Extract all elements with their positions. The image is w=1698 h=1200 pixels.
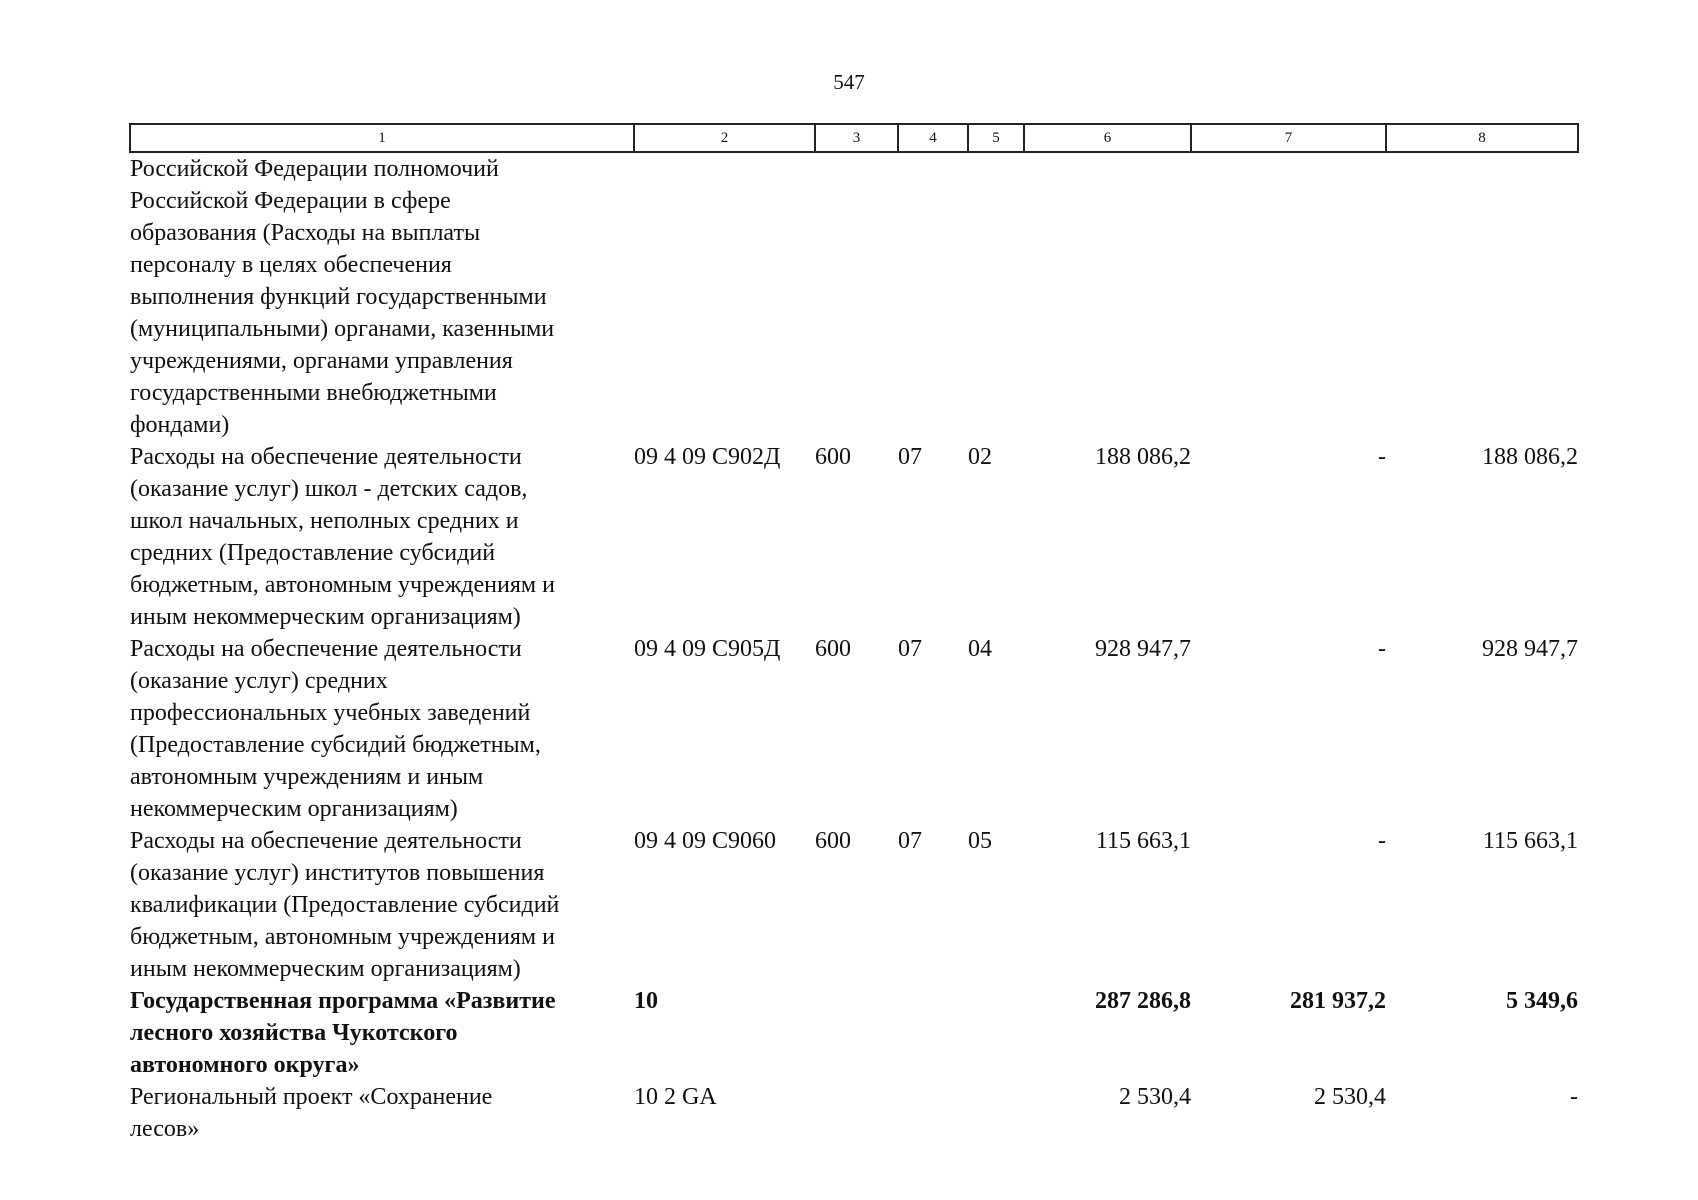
header-cell: 8 [1386,124,1578,152]
table-row [130,152,1578,441]
subsection-cell: 02 [968,444,992,470]
subsection-cell [968,152,1024,441]
amount-col7-cell: - [1378,636,1386,662]
expense-type-cell: 600 [815,636,851,662]
row-name-cell: Российской Федерации полномочий Российской Федерации в сфере образования (Расходы на выплаты персоналу в целях обеспечения выполнения функций государственными (муниципальными) органами, казенными учреждениями, органами управления государственными внебюджетными фондами) [130,156,555,438]
expense-type-cell [815,152,898,441]
amount-col7-cell: 2 530,4 [1314,1084,1386,1110]
header-cell: 4 [898,124,968,152]
table-row [130,441,1578,633]
expense-type-cell: 600 [815,444,851,470]
amount-total-cell: 928 947,7 [1095,636,1191,662]
amount-total-cell [1024,152,1191,441]
amount-total-cell: 2 530,4 [1119,1084,1191,1110]
section-cell [898,1081,968,1145]
expense-type-cell: 600 [815,828,851,854]
table-row [130,985,1578,1081]
amount-total-cell: 115 663,1 [1095,828,1191,854]
amount-col7-cell: 281 937,2 [1290,988,1386,1014]
budget-table [129,123,1579,1145]
amount-col8-cell: 115 663,1 [1482,828,1578,854]
page-number: 547 [833,70,865,94]
amount-col8-cell: 5 349,6 [1506,988,1578,1014]
header-cell: 2 [634,124,815,152]
amount-col8-cell [1386,152,1578,441]
amount-total-cell: 287 286,8 [1095,988,1191,1014]
section-cell [898,985,968,1081]
target-code-cell: 10 2 GA [634,1084,717,1110]
amount-col8-cell: - [1570,1084,1578,1110]
amount-col7-cell: - [1378,828,1386,854]
target-code-cell [634,152,815,441]
target-code-cell: 10 [634,988,658,1014]
row-name-cell: Расходы на обеспечение деятельности (оказание услуг) школ - детских садов, школ начальных, неполных средних и средних (Предоставление субсидий бюджетным, автономным учреждениям и иным некоммерческим организациям) [130,444,555,630]
amount-total-cell: 188 086,2 [1095,444,1191,470]
subsection-cell: 04 [968,636,992,662]
expense-type-cell [815,985,898,1081]
amount-col7-cell: - [1378,444,1386,470]
header-cell: 5 [968,124,1024,152]
section-cell: 07 [898,444,922,470]
column-number-header [130,124,1578,152]
section-cell: 07 [898,828,922,854]
header-cell: 3 [815,124,898,152]
table-row [130,633,1578,825]
subsection-cell: 05 [968,828,992,854]
row-name-cell: Расходы на обеспечение деятельности (оказание услуг) средних профессиональных учебных заведений (Предоставление субсидий бюджетным, автономным учреждениям и иным некоммерческим организациям) [130,636,541,822]
target-code-cell: 09 4 09 С9060 [634,828,777,854]
table-body [130,152,1578,1145]
expense-type-cell [815,1081,898,1145]
subsection-cell [968,1081,1024,1145]
amount-col7-cell [1191,152,1386,441]
row-name-cell: Государственная программа «Развитие лесного хозяйства Чукотского автономного округа» [130,988,556,1078]
amount-col8-cell: 188 086,2 [1482,444,1578,470]
amount-col8-cell: 928 947,7 [1482,636,1578,662]
table-row [130,825,1578,985]
row-name-cell: Расходы на обеспечение деятельности (оказание услуг) институтов повышения квалификации (Предоставление субсидий бюджетным, автономным учреждениям и иным некоммерческим организациям) [130,828,560,982]
row-name-cell: Региональный проект «Сохранение лесов» [130,1084,493,1142]
target-code-cell: 09 4 09 С905Д [634,636,781,662]
header-cell: 6 [1024,124,1191,152]
target-code-cell: 09 4 09 С902Д [634,444,781,470]
table-row [130,1081,1578,1145]
header-cell: 7 [1191,124,1386,152]
header-cell: 1 [130,124,634,152]
section-cell: 07 [898,636,922,662]
section-cell [898,152,968,441]
subsection-cell [968,985,1024,1081]
